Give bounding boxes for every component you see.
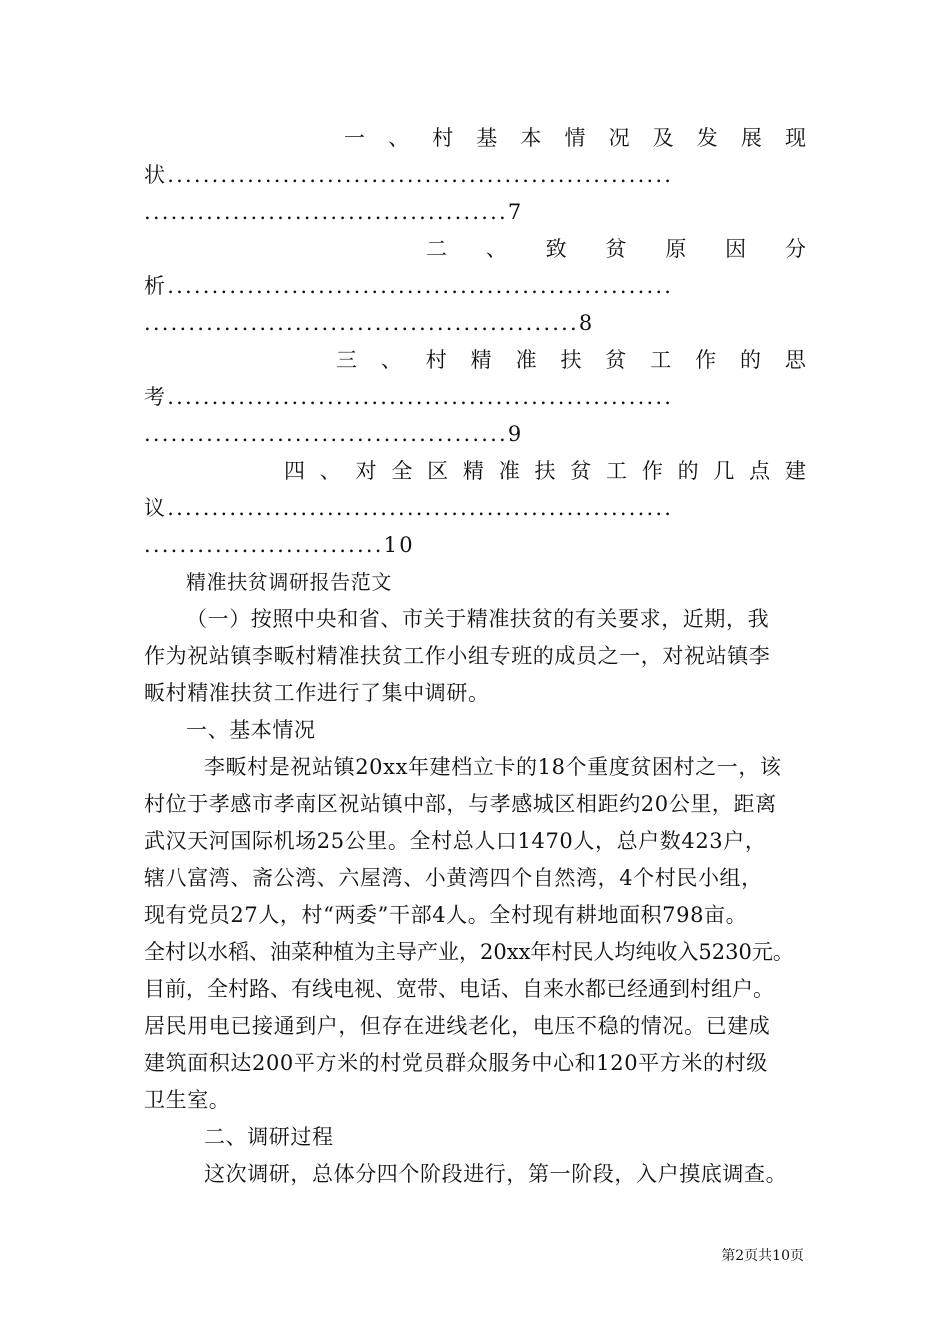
section-heading: 二、调研过程 (204, 1125, 334, 1149)
body-line: 辖八富湾、斋公湾、六屋湾、小黄湾四个自然湾，4个村民小组， (144, 866, 763, 890)
toc-heading-char: 的 (677, 459, 699, 483)
body-line: 全村以水稻、油菜种植为主导产业，20xx年村民人均纯收入5230元。 (144, 940, 794, 964)
toc-heading-char: 思 (784, 348, 806, 372)
toc-heading-char: 现 (784, 126, 806, 150)
body-line: 武汉天河国际机场25公里。全村总人口1470人，总户数423户， (144, 829, 767, 853)
toc-heading-char: 工 (606, 459, 628, 483)
toc-entry-1-page: .........................................7 (144, 200, 524, 224)
toc-heading-char: 贫 (605, 348, 627, 372)
doc-title: 精准扶贫调研报告范文 (186, 570, 392, 594)
toc-heading-char: 贫 (570, 459, 592, 483)
toc-heading-char: 作 (695, 348, 717, 372)
toc-entry-4-wrap: 议......................................................... (144, 496, 674, 520)
toc-heading-char: 准 (515, 348, 537, 372)
toc-heading-char: 精 (470, 348, 492, 372)
section-heading: 一、基本情况 (186, 718, 316, 742)
toc-entry-3-title (336, 342, 806, 379)
toc-entry-1-wrap: 状......................................................... (144, 163, 674, 187)
toc-heading-char: 二 (426, 237, 447, 261)
toc-heading-char: 区 (427, 459, 449, 483)
body-line: 这次调研，总体分四个阶段进行，第一阶段，入户摸底调查。 (204, 1162, 788, 1186)
toc-entry-1-title (344, 120, 806, 157)
toc-entry-2-page: .................................................8 (144, 311, 595, 335)
body-line: 建筑面积达200平方米的村党员群众服务中心和120平方米的村级 (144, 1051, 768, 1075)
toc-heading-char: 展 (740, 126, 762, 150)
toc-heading-char: 、 (485, 237, 507, 261)
toc-heading-char: 本 (520, 126, 542, 150)
toc-heading-char: 原 (665, 237, 687, 261)
body-line: 卫生室。 (144, 1088, 231, 1112)
body-line: 李畈村是祝站镇20xx年建档立卡的18个重度贫困村之一，该 (204, 755, 782, 779)
toc-entry-4-title (284, 453, 806, 490)
toc-heading-char: 三 (336, 348, 357, 372)
toc-heading-char: 工 (650, 348, 672, 372)
toc-entry-3-page: .........................................9 (144, 422, 524, 446)
toc-heading-char: 几 (713, 459, 735, 483)
toc-heading-char: 基 (476, 126, 498, 150)
toc-entry-3-wrap: 考......................................................... (144, 385, 674, 409)
toc-heading-char: 准 (498, 459, 520, 483)
toc-heading-char: 发 (696, 126, 718, 150)
toc-heading-char: 建 (784, 459, 806, 483)
toc-entry-2-wrap: 析......................................................... (144, 274, 674, 298)
toc-heading-char: 分 (784, 237, 806, 261)
toc-heading-char: 因 (725, 237, 747, 261)
toc-heading-char: 致 (545, 237, 567, 261)
toc-entry-4-page: ...........................10 (144, 533, 415, 557)
toc-heading-char: 贫 (605, 237, 627, 261)
toc-heading-char: 一 (344, 126, 365, 150)
toc-heading-char: 全 (391, 459, 413, 483)
body-line: 村位于孝感市孝南区祝站镇中部，与孝感城区相距约20公里，距离 (144, 792, 777, 816)
toc-heading-char: 、 (319, 459, 341, 483)
body-line: 目前，全村路、有线电视、宽带、电话、自来水都已经通到村组户。 (144, 977, 774, 1001)
toc-heading-char: 对 (355, 459, 377, 483)
toc-heading-char: 、 (388, 126, 410, 150)
body-line: 居民用电已接通到户，但存在进线老化，电压不稳的情况。已建成 (144, 1014, 771, 1038)
toc-heading-char: 村 (432, 126, 454, 150)
body-line: （一）按照中央和省、市关于精准扶贫的有关要求，近期，我 (186, 607, 770, 631)
toc-heading-char: 、 (380, 348, 402, 372)
body-line: 作为祝站镇李畈村精准扶贫工作小组专班的成员之一，对祝站镇李 (144, 644, 771, 668)
body-line: 现有党员27人，村“两委”干部4人。全村现有耕地面积798亩。 (144, 903, 748, 927)
toc-heading-char: 的 (740, 348, 762, 372)
toc-heading-char: 况 (608, 126, 630, 150)
body-line: 畈村精准扶贫工作进行了集中调研。 (144, 681, 490, 705)
toc-entry-2-title (426, 231, 806, 268)
toc-heading-char: 扶 (534, 459, 556, 483)
toc-heading-char: 作 (641, 459, 663, 483)
toc-heading-char: 点 (749, 459, 771, 483)
toc-heading-char: 村 (425, 348, 447, 372)
page-footer: 第2页共10页 (721, 1248, 804, 1264)
toc-heading-char: 精 (462, 459, 484, 483)
toc-heading-char: 情 (564, 126, 586, 150)
toc-heading-char: 扶 (560, 348, 582, 372)
toc-heading-char: 及 (652, 126, 674, 150)
toc-heading-char: 四 (284, 459, 305, 483)
